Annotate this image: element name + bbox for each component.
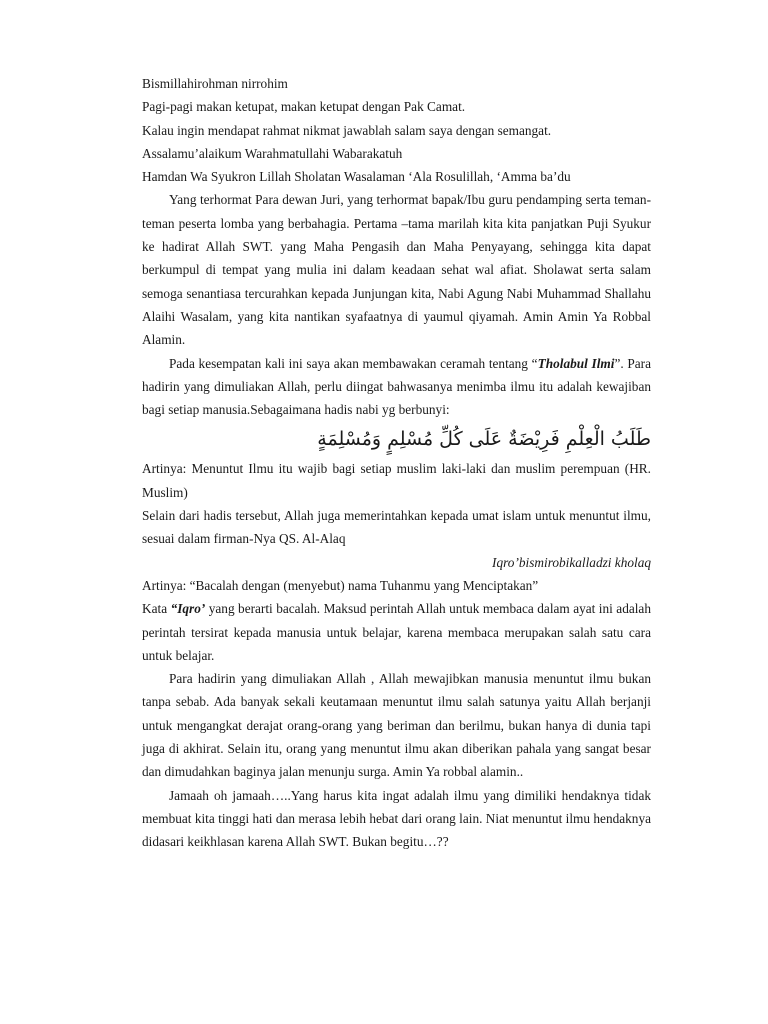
hadith-arabic-text: طَلَبُ الْعِلْمِ فَرِيْضَةٌ عَلَى كُلِّ مُسْلِمٍ وَمُسْلِمَةٍ [317, 428, 651, 451]
hadith-translation: Artinya: Menuntut Ilmu itu wajib bagi setiap muslim laki-laki dan muslim perempuan (HR. Muslim) [142, 461, 651, 500]
opening-hamdalah: Hamdan Wa Syukron Lillah Sholatan Wasalaman ‘Ala Rosulillah, ‘Amma ba’du [142, 169, 571, 185]
iqro-word: “Iqro’ [170, 601, 206, 617]
topic-title: Tholabul Ilmi [537, 355, 615, 371]
opening-pantun-line-2: Kalau ingin mendapat rahmat nikmat jawablah salam saya dengan semangat. [142, 122, 552, 138]
greeting-paragraph: Yang terhormat Para dewan Juri, yang terhormat bapak/Ibu guru pendamping serta teman-teman peserta lomba yang berbahagia. Pertama –tama marilah kita kita panjatkan Puji Syukur ke hadirat Allah SWT. yang Maha Pengasih dan Maha Penyayang, sehingga kita dapat berkumpul di tempat yang mulia ini dalam keadaan sehat wal afiat. Sholawat serta salam semoga senantiasa tercurahkan kepada Junjungan kita, Nabi Agung Nabi Muhammad Shallahu Alaihi Wasalam, yang kita nantikan syafaatnya di yaumul qiyamah. Amin Amin Ya Robbal Alamin. [142, 192, 651, 348]
iqro-paragraph [142, 597, 651, 667]
iqro-text-before: Kata [142, 601, 171, 617]
topic-text-after: ”. Para hadirin yang dimuliakan Allah, perlu diingat bahwasanya menimba ilmu itu adalah kewajiban bagi setiap manusia.Sebagaimana hadis nabi yg berbunyi: [142, 355, 651, 418]
document-page [142, 72, 651, 854]
virtue-paragraph: Para hadirin yang dimuliakan Allah , Allah mewajibkan manusia menuntut ilmu bukan tanpa sebab. Ada banyak sekali keutamaan menuntut ilmu salah satunya yaitu Allah berjanji untuk mengangkat derajat orang-orang yang beriman dan berilmu, bukan hanya di dunia tapi juga di akhirat. Selain itu, orang yang menuntut ilmu akan diberikan pahala yang sangat besar dan dimudahkan baginya jalan menunju surga. Amin Ya robbal alamin.. [142, 671, 651, 780]
closing-paragraph: Jamaah oh jamaah…..Yang harus kita ingat adalah ilmu yang dimiliki hendaknya tidak membuat kita tinggi hati dan merasa lebih hebat dari orang lain. Niat menuntut ilmu hendaknya didasari keikhlasan karena Allah SWT. Bukan begitu…?? [142, 787, 651, 850]
topic-text-before: Pada kesempatan kali ini saya akan membawakan ceramah tentang “ [169, 355, 538, 371]
opening-basmalah: Bismillahirohman nirrohim [142, 76, 288, 91]
iqro-text-after: yang berarti bacalah. Maksud perintah Allah untuk membaca dalam ayat ini adalah perintah tersirat kepada manusia untuk belajar, karena membaca merupakan salah satu cara untuk belajar. [142, 601, 651, 663]
quran-intro-paragraph: Selain dari hadis tersebut, Allah juga memerintahkan kepada umat islam untuk menuntut ilmu, sesuai dalam firman-Nya QS. Al-Alaq [142, 508, 651, 547]
opening-pantun-line-1: Pagi-pagi makan ketupat, makan ketupat dengan Pak Camat. [142, 99, 466, 115]
topic-paragraph [142, 352, 651, 422]
opening-salam: Assalamu’alaikum Warahmatullahi Wabarakatuh [142, 145, 403, 161]
verse-transliteration: Iqro’bismirobikalladzi kholaq [492, 554, 651, 570]
verse-translation: Artinya: “Bacalah dengan (menyebut) nama Tuhanmu yang Menciptakan” [142, 577, 539, 593]
